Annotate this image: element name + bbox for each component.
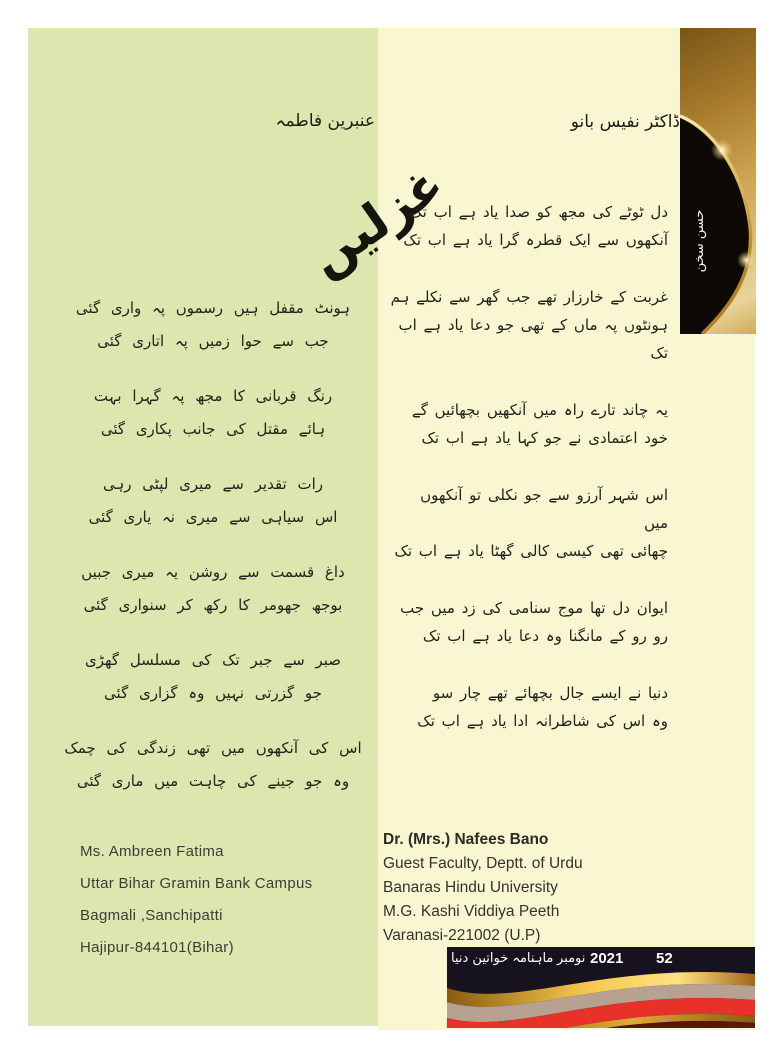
poem-line: بوجھ جھومر کا رکھ کر سنواری گئی — [83, 596, 343, 614]
poem-line: خود اعتمادی نے جو کہا یاد ہے اب تک — [421, 429, 668, 447]
contact-name: Dr. (Mrs.) Nafees Bano — [383, 831, 549, 848]
couplet — [390, 396, 668, 452]
right-poem-column — [390, 198, 668, 764]
poem-line: ایوان دل تھا موج سنامی کی زد میں جب — [400, 599, 668, 617]
ribbon-waves — [447, 966, 755, 1028]
couplet — [62, 468, 364, 534]
contact-line: Varanasi-221002 (U.P) — [383, 927, 541, 944]
couplet — [62, 732, 364, 798]
poem-line: جو گزرتی نہیں وہ گزاری گئی — [104, 684, 322, 702]
footer-bar — [447, 947, 755, 1028]
poem-line: اس سیاہی سے میری نہ یاری گئی — [88, 508, 338, 526]
poem-line: ہونٹ مقفل ہیں رسموں پہ واری گئی — [75, 299, 351, 317]
poem-line: یہ چاند تارے راہ میں آنکھیں بچھائیں گے — [411, 401, 668, 419]
couplet — [390, 198, 668, 254]
couplet — [62, 556, 364, 622]
contact-line: Guest Faculty, Deptt. of Urdu — [383, 855, 583, 872]
poem-line: دل ٹوٹے کی مجھ کو صدا یاد ہے اب تک — [409, 203, 668, 221]
leaf-ornament — [680, 28, 756, 334]
contact-line: M.G. Kashi Viddiya Peeth — [383, 903, 560, 920]
side-label-husn-e-sukhan: حسن سخن — [692, 209, 707, 273]
poem-line: صبر سے جبر تک کی مسلسل گھڑی — [84, 651, 342, 669]
contact-line: Bagmali ,Sanchipatti — [80, 907, 223, 924]
couplet — [390, 594, 668, 650]
contact-line: Uttar Bihar Gramin Bank Campus — [80, 875, 313, 892]
poem-line: وہ جو جینے کی چاہت میں ماری گئی — [76, 772, 350, 790]
poem-line: چھائی تھی کیسی کالی گھٹا یاد ہے اب تک — [394, 542, 668, 560]
couplet — [390, 679, 668, 735]
author-name-left: عنبرین فاطمہ — [275, 111, 375, 131]
couplet — [62, 380, 364, 446]
contact-block-left — [80, 836, 370, 964]
poem-line: ہونٹوں پہ ماں کے تھی جو دعا یاد ہے اب تک — [398, 316, 668, 362]
poem-line: رات تقدیر سے میری لپٹی رہی — [102, 475, 324, 493]
poem-line: رنگ قربانی کا مجھ پہ گہرا بہت — [93, 387, 333, 405]
gold-decoration-strip — [680, 28, 756, 334]
poem-line: اس شہر آرزو سے جو نکلی تو آنکھوں میں — [420, 486, 668, 532]
left-poem-column — [62, 292, 364, 820]
contact-line: Banaras Hindu University — [383, 879, 558, 896]
issue-year: 2021 — [590, 950, 624, 967]
couplet — [390, 481, 668, 565]
poem-line: وہ اس کی شاطرانہ ادا یاد ہے اب تک — [417, 712, 668, 730]
page-number: 52 — [656, 950, 673, 967]
poem-line: ہائے مقتل کی جانب پکاری گئی — [100, 420, 326, 438]
poem-line: داغ قسمت سے روشن یہ میری جبیں — [81, 563, 345, 581]
magazine-title: ماہنامہ خواتین دنیا — [451, 951, 554, 966]
couplet — [62, 644, 364, 710]
poem-line: دنیا نے ایسے جال بچھائے تھے چار سو — [432, 684, 668, 702]
contact-block-right — [383, 828, 673, 948]
issue-month: نومبر — [557, 951, 586, 966]
poem-line: اس کی آنکھوں میں تھی زندگی کی چمک — [64, 739, 362, 757]
poem-line: آنکھوں سے ایک قطرہ گرا یاد ہے اب تک — [403, 231, 668, 249]
page-title-ghazlain: غزلیں — [298, 154, 454, 288]
contact-line: Hajipur-844101(Bihar) — [80, 939, 234, 956]
couplet — [62, 292, 364, 358]
poem-line: غربت کے خارزار تھے جب گھر سے نکلے ہم — [390, 288, 668, 306]
contact-line: Ms. Ambreen Fatima — [80, 843, 224, 860]
couplet — [390, 283, 668, 367]
poem-line: جب سے حوا زمیں پہ اتاری گئی — [97, 332, 329, 350]
poem-line: رو رو کے مانگنا وہ دعا یاد ہے اب تک — [422, 627, 668, 645]
author-name-right: ڈاکٹر نفیس بانو — [570, 112, 680, 132]
